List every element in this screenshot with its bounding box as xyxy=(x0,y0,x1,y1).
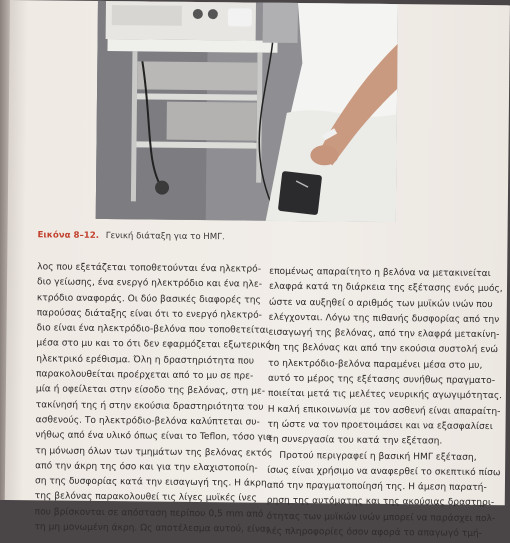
text-line: νήθως από ένα υλικό όπως είναι το Teflon, τόσο για xyxy=(35,430,273,444)
text-line: μέσα στο μυ και το ότι δεν εφαρμόζεται εξωτερικό xyxy=(36,338,272,352)
text-line: παρούσας διάταξης είναι ότι το ενεργό ηλεκτρό- xyxy=(36,308,262,321)
text-line: λές πληροφορίες όσον αφορά το απαγωγό τμή- xyxy=(266,526,483,540)
recording-device xyxy=(278,171,322,215)
text-line: ση της δυσφορίας κατά την εισαγωγή της. Η άκρη xyxy=(34,476,267,489)
text-line: Προτού περιγραφεί η βασική ΗΜΓ εξέταση, xyxy=(279,450,477,463)
emg-setup-illustration xyxy=(96,1,398,222)
figure-number: Εικόνα 8–12. xyxy=(37,230,100,241)
book-page xyxy=(5,0,510,540)
text-line: ίσως είναι χρήσιμο να αναφερθεί το σκεπτικό πίσω xyxy=(267,465,501,479)
text-line: μία ή οφείλεται στην είσοδο της βελόνας, στη με- xyxy=(35,384,266,398)
text-column-left xyxy=(34,260,273,538)
text-line: ση της βελόνας και από την εκούσια συστολή ενώ xyxy=(268,343,499,356)
text-line: τη μόνωση όλων των τμημάτων της βελόνας εκτός xyxy=(35,445,273,459)
text-line: από την άκρη της όσο και για την ελαχιστοποίη- xyxy=(35,461,258,474)
text-line: τη ώστε να τον προετοιμάσει και να εξασφαλίσει xyxy=(267,419,493,433)
text-line: ποιείται μετά τις μελέτες νευρικής αγωγιμότητας. xyxy=(267,389,503,402)
text-line: διο είναι ένα ηλεκτρόδιο-βελόνα που τοποθετείται xyxy=(36,323,269,336)
text-line: που βρίσκονται σε απόσταση περίπου 0,5 mm από xyxy=(34,507,264,520)
text-line: επομένως απαραίτητο η βελόνα να μετακινείται xyxy=(269,266,491,280)
text-line: εισαγωγή της βελόνας, από την ελαφρά μετακίνη- xyxy=(268,327,500,341)
figure-caption xyxy=(37,230,224,242)
text-line: τη μη μονωμένη άκρη. Ως αποτέλεσμα αυτού, είναι xyxy=(34,522,270,535)
text-line: ελέγχονται. Λόγω της πιθανής δυσφορίας από την xyxy=(268,312,500,326)
text-line: διο γείωσης, ένα ενεργό ηλεκτρόδιο και ένα ηλε- xyxy=(36,277,263,290)
text-line: από την πραγματοποίησή της. Η άμεση παρατή- xyxy=(266,480,487,494)
text-line: ώστε να αυξηθεί ο αριθμός των μυϊκών ινών που xyxy=(268,297,493,310)
text-line: αυτό το μέρος της εξέτασης συνήθως πραγματο- xyxy=(267,373,496,387)
text-line: τη συνεργασία του κατά την εξέταση. xyxy=(267,434,443,447)
text-line: παρακολουθείται προέρχεται από το μυ σε πρε- xyxy=(36,369,254,382)
text-line: της βελόνας παρακολουθεί τις λίγες μυϊκές ίνες xyxy=(34,491,257,505)
text-line: λος που εξετάζεται τοποθετούνται ένα ηλεκτρό- xyxy=(37,262,262,275)
text-line: ασθενούς. Το ηλεκτρόδιο-βελόνα καλύπτεται συ- xyxy=(35,415,260,428)
text-line: τακίνησή της ή στην εκούσια δραστηριότητα του xyxy=(35,399,264,413)
figure-caption-text: Γενική διάταξη για το ΗΜΓ. xyxy=(105,231,225,243)
emg-setup-photo xyxy=(96,1,398,222)
text-column-right xyxy=(266,265,503,543)
text-line: ελαφρά κατά τη διάρκεια της εξέτασης ενός μυός, xyxy=(268,282,503,295)
text-line: κτρόδιο αναφοράς. Οι δύο βασικές διαφορές της xyxy=(36,292,261,306)
text-line: το ηλεκτρόδιο-βελόνα παραμένει μέσα στο μυ, xyxy=(268,358,483,371)
text-line: ότητας των μυϊκών ινών μπορεί να παράσχει πολ- xyxy=(266,511,496,524)
text-line: Η καλή επικοινωνία με τον ασθενή είναι απαραίτη- xyxy=(267,404,501,417)
text-line: ρηση της αυτόματης και της ακούσιας δραστηρι- xyxy=(266,496,495,509)
text-line: ηλεκτρικό ερέθισμα. Όλη η δραστηριότητα που xyxy=(36,354,255,367)
